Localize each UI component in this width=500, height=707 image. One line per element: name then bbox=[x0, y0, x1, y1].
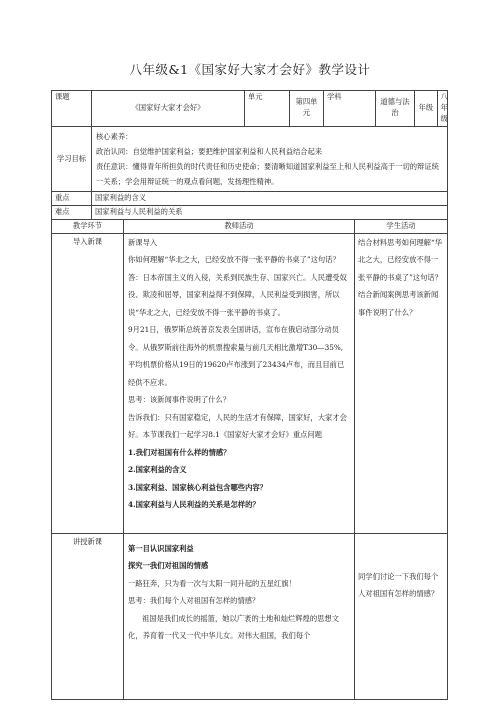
goals-line: 政治认同：自觉维护国家利益；要把维护国家利益和人民利益结合起来 bbox=[96, 146, 323, 156]
difficulty-value: 国家利益与人民利益的关系 bbox=[92, 205, 448, 219]
student-line: 结合材料思考如何理解“华北之大，已经安放不得一张平静的书桌了”这句话？ bbox=[358, 237, 442, 282]
key-point-label: 重点 bbox=[52, 191, 92, 205]
lecture-line: 一路狂奔，只为看一次与太阳一同升起的五星红旗！ bbox=[128, 578, 296, 588]
intro-question: 2.国家利益的含义 bbox=[128, 465, 187, 475]
grade-label: 年级 bbox=[414, 91, 437, 126]
header-stage: 教学环节 bbox=[52, 219, 124, 233]
unit-label: 单元 bbox=[245, 91, 290, 127]
unit-value: 第四单元 bbox=[290, 91, 324, 127]
goals-line: 核心素养： bbox=[96, 131, 133, 141]
student-line: 结合新闻案例思考该新闻事件说明了什么？ bbox=[358, 290, 439, 317]
intro-line: 答：日本帝国主义的入侵，关系到民族生存、国家兴亡。人民遭受奴役、欺凌和屈辱，国家利益得不到保障，人民利益受到损害，所以说“华北之大，已经安放不得一张平静的书桌了。 bbox=[128, 272, 347, 317]
goals-label: 学习目标 bbox=[52, 126, 92, 191]
intro-line: 告诉我们：只有国家稳定，人民的生活才有保障，国家好，大家才会好。本节课我们一起学习8.1《国家好大家才会好》重点问题 bbox=[128, 412, 347, 440]
lecture-line: 祖国是我们成长的摇篮，她以广袤的土地和灿烂辉煌的思想文化，养育着一代又一代中华儿女。对伟大祖国，我们每个 bbox=[128, 613, 340, 641]
key-point-value: 国家利益的含义 bbox=[92, 191, 448, 205]
student-line: 同学们讨论一下我们每个人对祖国有怎样的情感？ bbox=[358, 571, 439, 599]
lecture-student bbox=[355, 533, 448, 699]
intro-question: 1.我们对祖国有什么样的情感？ bbox=[128, 447, 231, 457]
lecture-line: 思考：我们每个人对祖国有怎样的情感？ bbox=[128, 596, 260, 606]
course-label: 课题 bbox=[52, 91, 92, 127]
lecture-heading: 第一目认识国家利益 bbox=[128, 543, 194, 553]
subject-value-cell: 道德与法治 bbox=[376, 91, 414, 126]
course-value: 《国家好大家才会好》 bbox=[92, 91, 245, 127]
intro-line: 9月21日，俄罗斯总统普京发表全国讲话，宣布在俄启动部分动员令。从俄罗斯前往海外的机票搜索量与前几天相比激增T30—35%,平均机票价格从19日的19620卢布涨到了23434卢布，而且目前已经供不应求。 bbox=[128, 325, 345, 387]
header-teacher: 教师活动 bbox=[124, 219, 355, 233]
intro-question: 3.国家利益、国家核心利益包含哪些内容？ bbox=[128, 482, 267, 492]
subject-label: 学科 bbox=[324, 91, 376, 127]
goals-line: 责任意识：懂得青年所担负的时代责任和历史使命；要清晰知道国家利益至上和人民利益高于一切的辩证统一关系；学会用辩证统一的观点看问题，发扬理性精神。 bbox=[96, 161, 439, 186]
lecture-stage: 讲授新课 bbox=[52, 533, 124, 699]
document-title: 八年级&1《国家好大家才会好》教学设计 bbox=[129, 62, 371, 77]
lecture-subheading: 探究一我们对祖国的情感 bbox=[128, 561, 209, 571]
grade-value: 八年级 bbox=[440, 92, 448, 123]
intro-teacher bbox=[124, 233, 355, 533]
header-student: 学生活动 bbox=[355, 219, 448, 233]
goals-content bbox=[92, 126, 448, 191]
intro-student bbox=[355, 233, 448, 533]
intro-line: 你如何理解“华北之大，已经安放不得一张平静的书桌了”这句话？ bbox=[128, 255, 340, 265]
lesson-plan-table bbox=[51, 90, 447, 700]
difficulty-label: 难点 bbox=[52, 205, 92, 219]
intro-question: 4.国家利益与人民利益的关系是怎样的？ bbox=[128, 500, 260, 510]
intro-stage: 导入新课 bbox=[52, 233, 124, 533]
intro-line: 思考：该新闻事件说明了什么？ bbox=[128, 395, 231, 405]
intro-line: 新课导入 bbox=[128, 237, 158, 247]
lecture-teacher bbox=[124, 533, 355, 699]
